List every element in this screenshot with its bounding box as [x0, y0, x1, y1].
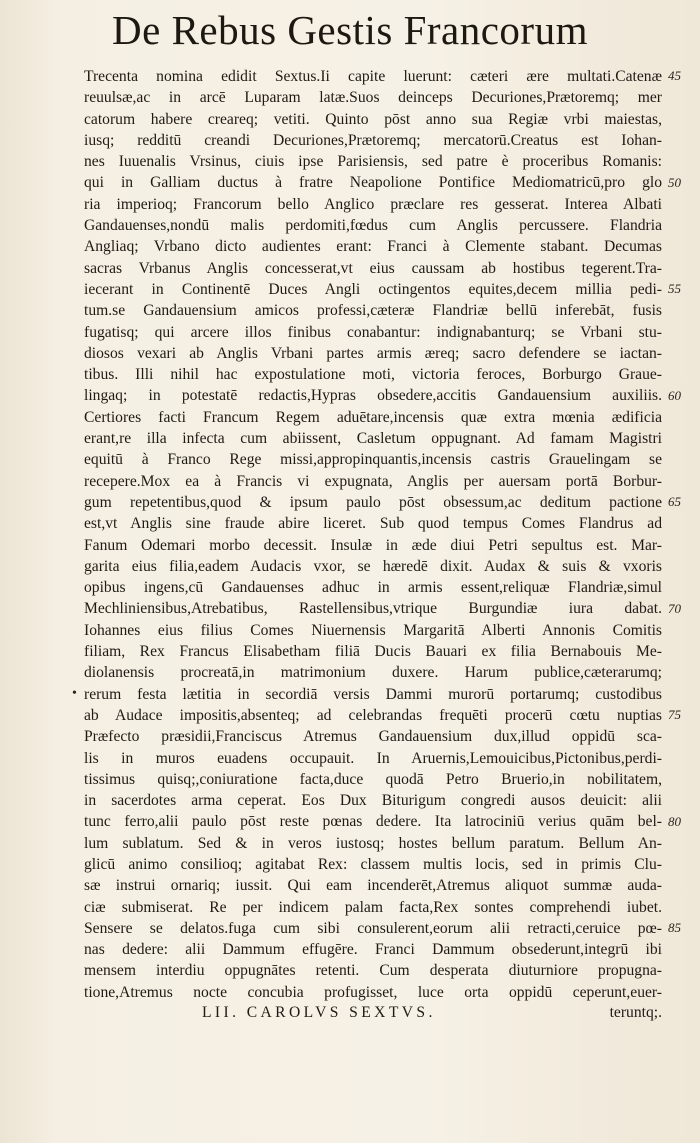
text-line: diosos vexari ab Anglis Vrbani partes armis æreq; sacro defendere se iactan-	[84, 344, 662, 362]
text-line: Sensere se delatos.fuga cum sibi consulerent,eorum alii retracti,ceruice pœ-	[84, 919, 662, 937]
text-line: sæ instrui ornariq; iussit. Qui eam incenderēt,Atremus aliquot summæ auda-	[84, 877, 662, 895]
text-line: tunc ferro,alii paulo pōst reste pœnas dedere. Ita latrociniū verius quām bel-	[84, 813, 662, 831]
text-line: equitū à Franco Rege missi,appropinquantis,incensis castris Grauelingam se	[84, 451, 662, 469]
catchword: teruntq;.	[609, 1004, 662, 1021]
text-line: diolanensis procreatā,in matrimonium duxere. Harum publice,cæterarumq;	[84, 664, 662, 682]
text-line: Præfecto præsidii,Franciscus Atremus Gandauensium dux,illud oppidū sca-	[84, 728, 662, 746]
text-line: Fanum Odemari morbo decessit. Insulæ in æde diui Petri sepultus est. Mar-	[84, 536, 662, 554]
text-line: rerum festa lætitia in secordiā versis Dammi murorū portarumq; custodibus	[84, 685, 662, 703]
text-line: Iohannes eius filius Comes Niuernensis Margaritā Alberti Annonis Comitis	[84, 621, 662, 639]
text-line: qui in Galliam ductus à fratre Neapolione Pontifice Mediomatricū,pro glo	[84, 174, 662, 192]
text-line: reuulsæ,ac in arcē Luparam latæ.Suos deinceps Decuriones,Prætoremq; mer	[84, 89, 662, 107]
text-line: Mechliniensibus,Atrebatibus, Rastellensibus,vtrique Burgundiæ iura dabat.	[84, 600, 662, 618]
text-line: tissimus quisq;,coniuratione facta,duce quodā Petro Bruerio,in nobilitatem,	[84, 770, 662, 788]
page-title: De Rebus Gestis Francorum	[112, 7, 588, 53]
text-line: Trecenta nomina edidit Sextus.Ii capite luerunt: cæteri ære multati.Catenæ	[84, 68, 662, 85]
text-line: lis in muros euadens occupauit. In Aruernis,Lemouicibus,Pictonibus,perdi-	[84, 749, 662, 767]
text-line: gum repetentibus,quod & ipsum paulo pōst obsessum,ac deditum pactione	[84, 493, 662, 511]
text-line: nas dedere: alii Dammum effugēre. Franci Dammum obsederunt,integrū ibi	[84, 941, 662, 959]
text-line: ab Audace impositis,absenteq; ad celebrandas frequēti procerū cœtu nuptias	[84, 706, 662, 724]
margin-line-number: 55	[668, 281, 681, 296]
text-line: in sacerdotes arma ceperat. Eos Dux Biturigum congredi ausos deuicit: alii	[84, 792, 662, 810]
margin-line-number: 85	[668, 920, 681, 935]
text-line: mensem interdiu oppugnātes retenti. Cum desperata diuturniore propugna-	[84, 962, 662, 980]
text-line: erant,re illa infecta cum abiissent, Casletum oppugnant. Ad famam Magistri	[84, 430, 662, 448]
text-line: iusq; redditū creandi Decuriones,Prætoremq; mercatorū.Creatus est Iohan-	[84, 131, 662, 149]
margin-line-number: 75	[668, 707, 681, 722]
margin-line-number: 50	[668, 174, 681, 190]
text-line: tione,Atremus nocte concubia profugisset, luce orta oppidū ceperunt,euer-	[84, 983, 662, 1001]
text-line: nes Iuuenalis Vrsinus, ciuis ipse Parisiensis, sed patre è proceribus Romanis:	[84, 153, 662, 171]
text-line: Gandauenses,nondū malis perdomiti,fœdus cum Anglis percussere. Flandria	[84, 217, 662, 235]
text-line: lum sublatum. Sed & in veros iustosq; hostes bellum paratum. Bellum An-	[84, 834, 662, 852]
text-line: garita eius filia,eadem Audacis vxor, se hæredē dixit. Audax & suis & vxoris	[84, 557, 662, 575]
text-line: catorum habere creareq; vetiti. Quinto pōst anno sua Regiæ vrbi maiestas,	[84, 110, 662, 128]
text-line: Certiores facti Francum Regem aduētare,incensis quæ extra mœnia ædificia	[84, 408, 662, 426]
text-line: est,vt Anglis sine fraude abire liceret. Sub quod tempus Comes Flandrus ad	[84, 515, 662, 533]
margin-marker: •	[72, 685, 77, 701]
text-line: opibus ingens,cū Gandauenses adhuc in armis essent,reliquæ Flandriæ,simul	[84, 579, 662, 597]
body-text	[72, 66, 681, 1003]
text-line: glicū animo consilioq; agitabat Rex: classem multis locis, sed in primis Clu-	[84, 855, 662, 873]
margin-line-number: 60	[668, 387, 681, 403]
text-line: tum.se Gandauensium amicos professi,cæteræ Flandriæ bellū inferebāt, fusis	[84, 302, 662, 320]
margin-line-number: 65	[668, 494, 681, 509]
page-footer	[84, 1004, 662, 1026]
text-line: tibus. Illi nihil hac expostulatione moti, victoria feroces, Borburgo Graue-	[84, 366, 662, 384]
text-line: Angliaq; Vrbano dicto audientes erant: Franci à Clemente stabant. Decumas	[84, 238, 662, 256]
text-line: lingaq; in potestatē redactis,Hypras obsedere,accitis Gandauensium auxiliis.	[84, 387, 662, 405]
text-line: ciæ submiserat. Re per indicem palam facta,Rex sontes comprehendi iubet.	[84, 898, 662, 916]
text-line: fugatisq; qui arcere illos finibus conabantur: indignabanturq; se Vrbani stu-	[84, 323, 662, 341]
text-line: sacras Vrbanus Anglis concesserat,vt eius caussam ab hostibus tegerent.Tra-	[84, 259, 662, 277]
text-line: ria imperioq; Francorum bello Anglico præclare res gesserat. Interea Albati	[84, 195, 662, 213]
text-line: filiam, Rex Francus Elisabetham filiā Ducis Bauari ex filia Bernabouis Me-	[84, 643, 662, 661]
text-line: iecerant in Continentē Duces Angli octingentos equites,decem millia pedi-	[84, 280, 662, 298]
text-line: recepere.Mox ea à Francis vi expugnata, Anglis per auersam portā Borbur-	[84, 472, 662, 490]
running-title: LII. CAROLVS SEXTVS.	[202, 1004, 436, 1021]
margin-line-number: 45	[668, 68, 681, 83]
margin-line-number: 80	[668, 813, 681, 829]
margin-line-number: 70	[668, 600, 681, 616]
